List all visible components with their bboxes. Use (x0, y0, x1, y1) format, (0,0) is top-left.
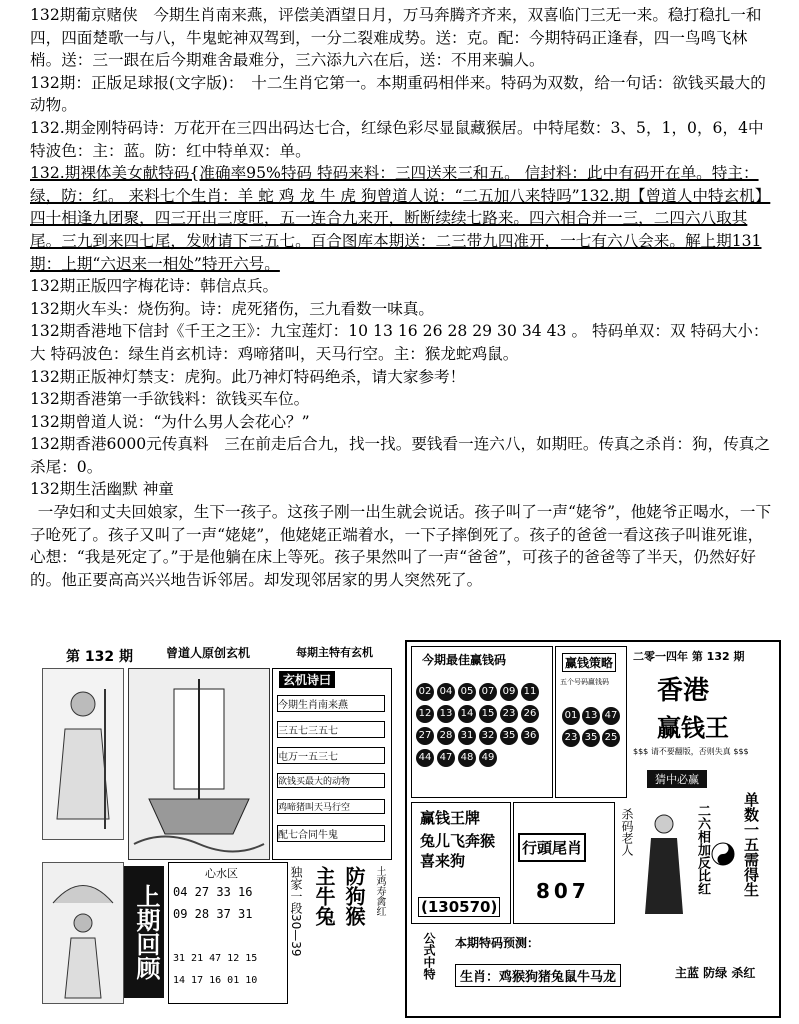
number-ball: 28 (437, 727, 455, 745)
paragraph-4-underlined: 132.期裸体美女献特码{准确率95%特码 特码来料：三四送来三和五。 信封料：此中有码开在单。特主：绿，防：红。 来料七个生肖：羊 蛇 鸡 龙 牛 虎 狗曾道人说：“二五加八来特吗”132.期【曾道人中特玄机】四十相逢九团聚，四三开出三度旺，五一连合九来开，断断续续七路来。四六相合并一三，二四六八取其尾。三九到来四七尾，发财请下三五七。百合图库本期送：二三带九四准开，一七有六八会来。解上期131期：上期“六迟来一相处”特开六号。 (30, 164, 771, 273)
paragraph-9: 132期香港第一手欲钱料：欲钱买车位。 (30, 390, 310, 409)
zodiac-line: 生肖：鸡猴狗猪兔鼠牛马龙 (455, 964, 621, 987)
strategy-sub: 五个号码赢钱码 (560, 678, 609, 686)
paragraph-5: 132期正版四字梅花诗：韩信点兵。 (30, 277, 279, 296)
earn-king-title: 赢钱王 (657, 714, 729, 742)
side-small-text: 土鸡寿禽红 (374, 866, 385, 916)
paragraph-1: 132期葡京赌侠 今期生肖南来燕，评偿美酒望日月，万马奔腾齐齐来，双喜临门三无一来。稳打稳扎一和四，四面楚歌一与八，牛鬼蛇神双驾到，一分二裂难成势。送：克。配：今期特码正逢春，四一鸟鸣飞林梢。送：三一跟在后今期难舍最难分，三六添九六在后，送：不用来骗人。 (30, 6, 762, 70)
numbers-row-3: 31 21 47 12 15 (173, 953, 258, 964)
text-block (30, 4, 778, 591)
number-ball: 36 (521, 727, 539, 745)
strategy-ball: 35 (582, 729, 600, 747)
poem-header: 玄机诗曰 (279, 671, 335, 688)
strategy-box (555, 646, 627, 798)
number-ball: 27 (416, 727, 434, 745)
poem-line-1: 今期生肖南来燕 (277, 695, 385, 712)
king-card-code: (130570) (418, 897, 500, 917)
paragraph-10: 132期曾道人说：“为什么男人会花心？” (30, 412, 310, 431)
left-image-panel (38, 640, 395, 1010)
paragraph-8: 132期正版神灯禁支：虎狗。此乃神灯特码绝杀，请大家参考！ (30, 367, 466, 386)
poem-line-2: 三五七三五七 (277, 721, 385, 738)
ship-icon (128, 668, 270, 860)
single-vertical: 单数一五需得生 (742, 792, 760, 897)
number-ball: 23 (500, 705, 518, 723)
issue-label: 第 132 期 (66, 649, 133, 665)
tail-header: 行頭尾肖 (518, 833, 586, 862)
monk-figure-icon (42, 668, 124, 840)
right-title: 每期主特有玄机 (296, 646, 373, 659)
number-ball: 07 (479, 683, 497, 701)
strategy-header: 赢钱策略 (562, 653, 616, 672)
number-ball: 26 (521, 705, 539, 723)
poem-line-3: 屯万一五三七 (277, 747, 385, 764)
paragraph-11: 132期香港6000元传真料 三在前走后合九，找一找。要钱看一连六八，如期旺。传真之杀肖：狗，传真之杀尾：0。 (30, 435, 770, 476)
king-card-title: 赢钱王牌 (420, 809, 481, 827)
number-ball: 48 (458, 749, 476, 767)
number-block (168, 862, 288, 1004)
tail-numbers: 807 (536, 879, 590, 903)
guard-line: 主蓝 防绿 杀红 (675, 966, 756, 980)
number-ball: 15 (479, 705, 497, 723)
plus-vertical: 二六相加反比红 (695, 804, 710, 895)
number-ball: 11 (521, 683, 539, 701)
number-ball: 31 (458, 727, 476, 745)
poem-line-5: 鸡啼猪叫天马行空 (277, 799, 385, 814)
yin-yang-icon (711, 842, 735, 866)
number-ball: 44 (416, 749, 434, 767)
poem-line-4: 欲钱买最大的动物 (277, 773, 385, 788)
number-ball: 02 (416, 683, 434, 701)
scroll-title: 曾道人原创玄机 (166, 646, 251, 660)
predict-title: 本期特码预测： (455, 936, 540, 950)
review-banner: 上期回顾 (124, 866, 164, 998)
numbers-row-2: 09 28 37 31 (173, 907, 253, 921)
paragraph-2: 132期：正版足球报(文字版)： 十二生肖它第一。本期重码相伴来。特码为双数，给一句话：欲钱买最大的动物。 (30, 73, 766, 115)
guess-banner: 猜中必赢 (647, 770, 707, 788)
numbers-row-4: 14 17 16 01 10 (173, 975, 258, 986)
number-ball: 47 (437, 749, 455, 767)
strategy-ball: 13 (582, 707, 600, 725)
old-man-icon (639, 804, 689, 920)
best-numbers-box (411, 646, 553, 798)
number-ball: 05 (458, 683, 476, 701)
numbers-row-1: 04 27 33 16 (173, 885, 253, 899)
paragraph-12: 132期生活幽默 神童 (30, 480, 174, 499)
figure-bottom-icon (42, 862, 124, 1004)
number-title: 心水区 (205, 867, 238, 880)
kill-vertical: 杀码老人 (620, 808, 634, 856)
tail-box (513, 802, 615, 924)
poem-box (272, 668, 392, 860)
paragraph-13: 一孕妇和丈夫回娘家，生下一孩子。这孩子刚一出生就会说话。孩子叫了一声“姥爷”，他姥爷正喝水，一下子呛死了。孩子又叫了一声“姥姥”，他姥姥正端着水，一下子摔倒死了。孩子的爸爸一看这孩子叫谁死谁，心想：“我是死定了。”于是他躺在床上等死。孩子果然叫了一声“爸爸”，可孩子的爸爸等了半天，仍然好好的。他正要高高兴兴地告诉邻居。却发现邻居家的男人突然死了。 (30, 503, 772, 589)
number-ball: 14 (458, 705, 476, 723)
paragraph-7: 132期香港地下信封《千王之王》：九宝莲灯：10 13 16 26 28 29 30 34 43 。 特码单双：双 特码大小：大 特码波色：绿生肖玄机诗：鸡啼猪叫，天马行空。主：猴龙蛇鸡鼠。 (30, 322, 769, 363)
strategy-ball: 01 (562, 707, 580, 725)
strategy-ball: 47 (602, 707, 620, 725)
number-ball: 12 (416, 705, 434, 723)
number-ball: 04 (437, 683, 455, 701)
strategy-ball: 23 (562, 729, 580, 747)
column-text: 独家一段30—39 (289, 866, 303, 957)
right-image-panel (405, 640, 781, 1018)
paragraph-3: 132.期金刚特码诗：万花开在三四出码达七合，红绿色彩尽显鼠藏猴居。中特尾数：3、5，1，0，6，4中特波色：主：蓝。防：红中特单双：单。 (30, 118, 764, 160)
zodiac-main: 主牛兔 (312, 866, 336, 926)
king-card-text: 兔儿飞奔猴喜来狗 (420, 832, 496, 870)
number-ball: 13 (437, 705, 455, 723)
number-ball: 49 (479, 749, 497, 767)
paragraph-6: 132期火车头：烧伤狗。诗：虎死猪伤，三九看数一味真。 (30, 299, 435, 318)
public-vertical: 公式中特 (422, 932, 436, 980)
zodiac-guard: 防狗猴 (342, 866, 366, 926)
number-ball: 35 (500, 727, 518, 745)
best-numbers-header: 今期最佳赢钱码 (422, 653, 507, 667)
number-ball: 09 (500, 683, 518, 701)
hk-title: 香港 (657, 676, 710, 706)
issue-year-line: 二零一四年 第 132 期 (633, 650, 745, 663)
number-ball: 32 (479, 727, 497, 745)
poem-line-6: 配七合同牛鬼 (277, 825, 385, 842)
king-card-box (411, 802, 511, 924)
earn-sub: $$$ 请不要翻版，否则失真 $$$ (633, 747, 749, 756)
strategy-ball: 25 (602, 729, 620, 747)
